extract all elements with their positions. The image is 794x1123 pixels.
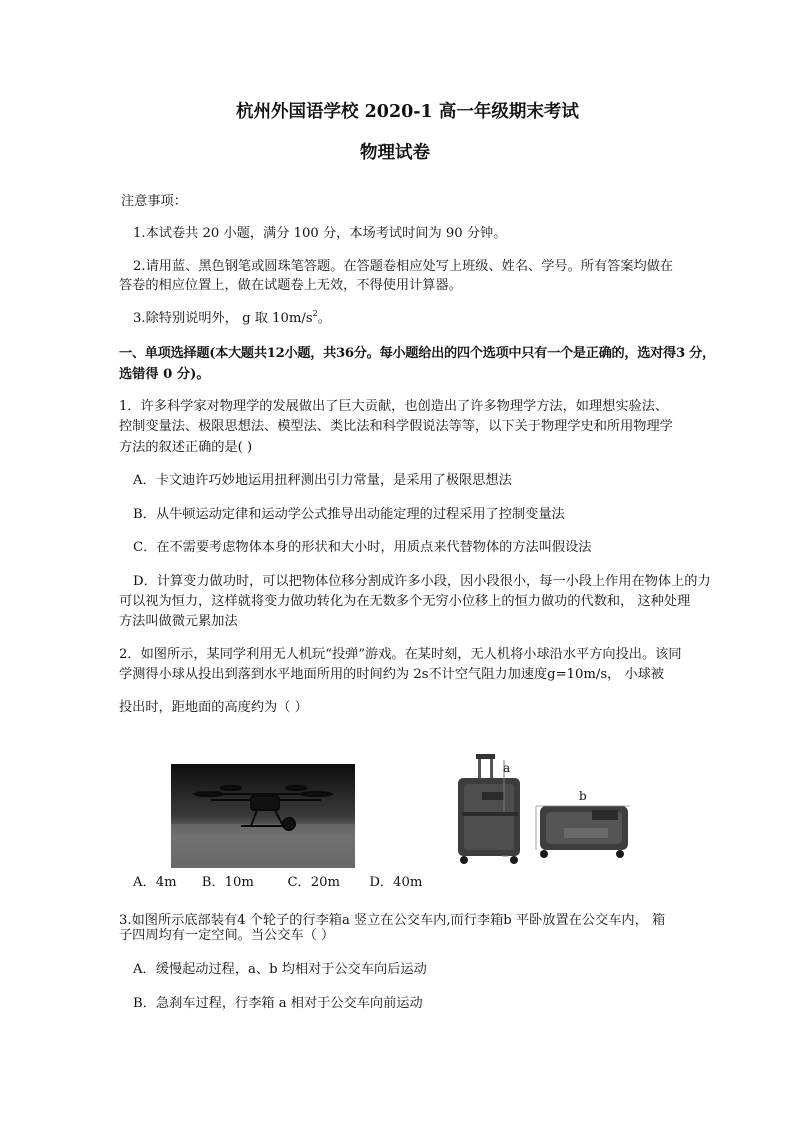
q3-option-a: A．缓慢起动过程，a、b 均相对于公交车向后运动 xyxy=(133,962,427,977)
notice-item-3 xyxy=(133,309,331,326)
exam-subtitle: 物理试卷 xyxy=(360,143,430,163)
q1-option-b: B．从牛顿运动定律和运动学公式推导出动能定理的过程采用了控制变量法 xyxy=(133,507,565,522)
section-heading: 一、单项选择题(本大题共12小题，共36分。每小题给出的四个选项中只有一个是正确的，选对得3 分， xyxy=(119,346,715,361)
q2-options: A．4m B．10m C．20m D．40m xyxy=(133,875,423,890)
q1-option-c: C．在不需要考虑物体本身的形状和大小时，用质点来代替物体的方法叫假设法 xyxy=(133,540,592,555)
section-heading-cont: 选错得 0 分)。 xyxy=(119,367,210,382)
q3-option-b: B．急刹车过程，行李箱 a 相对于公交车向前运动 xyxy=(133,996,423,1011)
q2-stem-line2: 学测得小球从投出到落到水平地面所用的时间约为 2s不计空气阻力加速度g=10m/s， 小球被 xyxy=(119,667,665,682)
notice-item-1: 1.本试卷共 20 小题，满分 100 分，本场考试时间为 90 分钟。 xyxy=(133,226,507,241)
notice-item-3-text: 3.除特别说明外， g 取 10m/s xyxy=(133,311,313,326)
suitcase-a-icon xyxy=(458,754,520,864)
q3-stem-line2: 子四周均有一定空间。当公交车（ ） xyxy=(119,928,335,943)
q3-stem-line1: 3.如图所示底部装有4 个轮子的行李箱a 竖立在公交车内,而行李箱b 平卧放置在公交车内， 箱 xyxy=(119,913,666,928)
q2-stem-line1: 2．如图所示，某同学利用无人机玩“投弹”游戏。在某时刻，无人机将小球沿水平方向投出。该同 xyxy=(119,647,682,662)
q1-stem-line3: 方法的叙述正确的是( ) xyxy=(119,440,253,455)
q1-option-d-cont1: 可以视为恒力，这样就将变力做功转化为在无数多个无穷小位移上的恒力做功的代数和， 这种处理 xyxy=(119,594,691,609)
luggage-photo xyxy=(452,752,634,870)
notice-item-2: 2.请用蓝、黑色钢笔或圆珠笔答题。在答题卷相应处写上班级、姓名、学号。所有答案均做在 xyxy=(133,259,674,274)
drone-image xyxy=(171,764,355,868)
drone-photo xyxy=(171,764,355,868)
notice-item-2-cont: 答卷的相应位置上，做在试题卷上无效，不得使用计算器。 xyxy=(119,278,462,293)
figure-label-b: b xyxy=(579,789,587,803)
q2-stem-line3: 投出时，距地面的高度约为（ ） xyxy=(119,700,308,715)
notice-heading: 注意事项： xyxy=(121,194,187,209)
superscript: 2 xyxy=(312,309,318,318)
q1-option-d-cont2: 方法叫做微元累加法 xyxy=(119,614,238,629)
exam-title: 杭州外国语学校 2020-1 高一年级期末考试 xyxy=(236,102,579,122)
q1-option-d: D．计算变力做功时，可以把物体位移分割成许多小段，因小段很小，每一小段上作用在物体上的力 xyxy=(133,574,711,589)
q1-stem-line1: 1．许多科学家对物理学的发展做出了巨大贡献，也创造出了许多物理学方法，如理想实验法、 xyxy=(119,399,669,414)
notice-item-3-end: 。 xyxy=(317,311,331,326)
q1-stem-line2: 控制变量法、极限思想法、模型法、类比法和科学假说法等等，以下关于物理学史和所用物理学 xyxy=(119,419,673,434)
figure-label-a: a xyxy=(503,761,511,775)
luggage-image xyxy=(452,752,634,870)
suitcase-b-icon xyxy=(540,806,628,858)
q1-option-a: A．卡文迪许巧妙地运用扭秤测出引力常量，是采用了极限思想法 xyxy=(133,473,512,488)
